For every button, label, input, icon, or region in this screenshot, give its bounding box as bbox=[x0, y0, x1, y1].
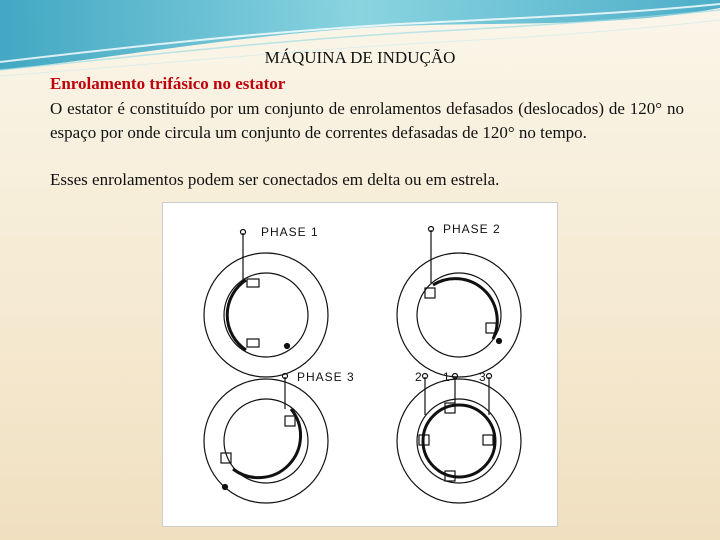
three-phase-winding-diagram bbox=[162, 202, 558, 527]
decorative-wave-header bbox=[0, 0, 720, 80]
phase-2-stator bbox=[397, 227, 521, 378]
slide-subtitle: Enrolamento trifásico no estator bbox=[50, 74, 286, 93]
phase-1-stator bbox=[204, 230, 328, 378]
paragraph-stator: O estator é constituído por um conjunto de enrolamentos defasados (deslocados) de 120° no espaço por onde circula um conjunto de correntes defasadas de 120° no tempo. bbox=[50, 99, 684, 142]
phase-3-stator bbox=[204, 374, 328, 504]
label-terminal-3: 3 bbox=[479, 370, 487, 384]
slide-title: MÁQUINA DE INDUÇÃO bbox=[264, 48, 456, 67]
label-phase-2: PHASE 2 bbox=[443, 222, 501, 236]
label-phase-1: PHASE 1 bbox=[261, 225, 319, 239]
label-phase-3: PHASE 3 bbox=[297, 370, 355, 384]
label-terminal-1: 1 bbox=[443, 370, 451, 384]
label-terminal-2: 2 bbox=[415, 370, 423, 384]
combined-phases-stator bbox=[397, 374, 521, 504]
paragraph-connection: Esses enrolamentos podem ser conectados em delta ou em estrela. bbox=[50, 170, 500, 189]
